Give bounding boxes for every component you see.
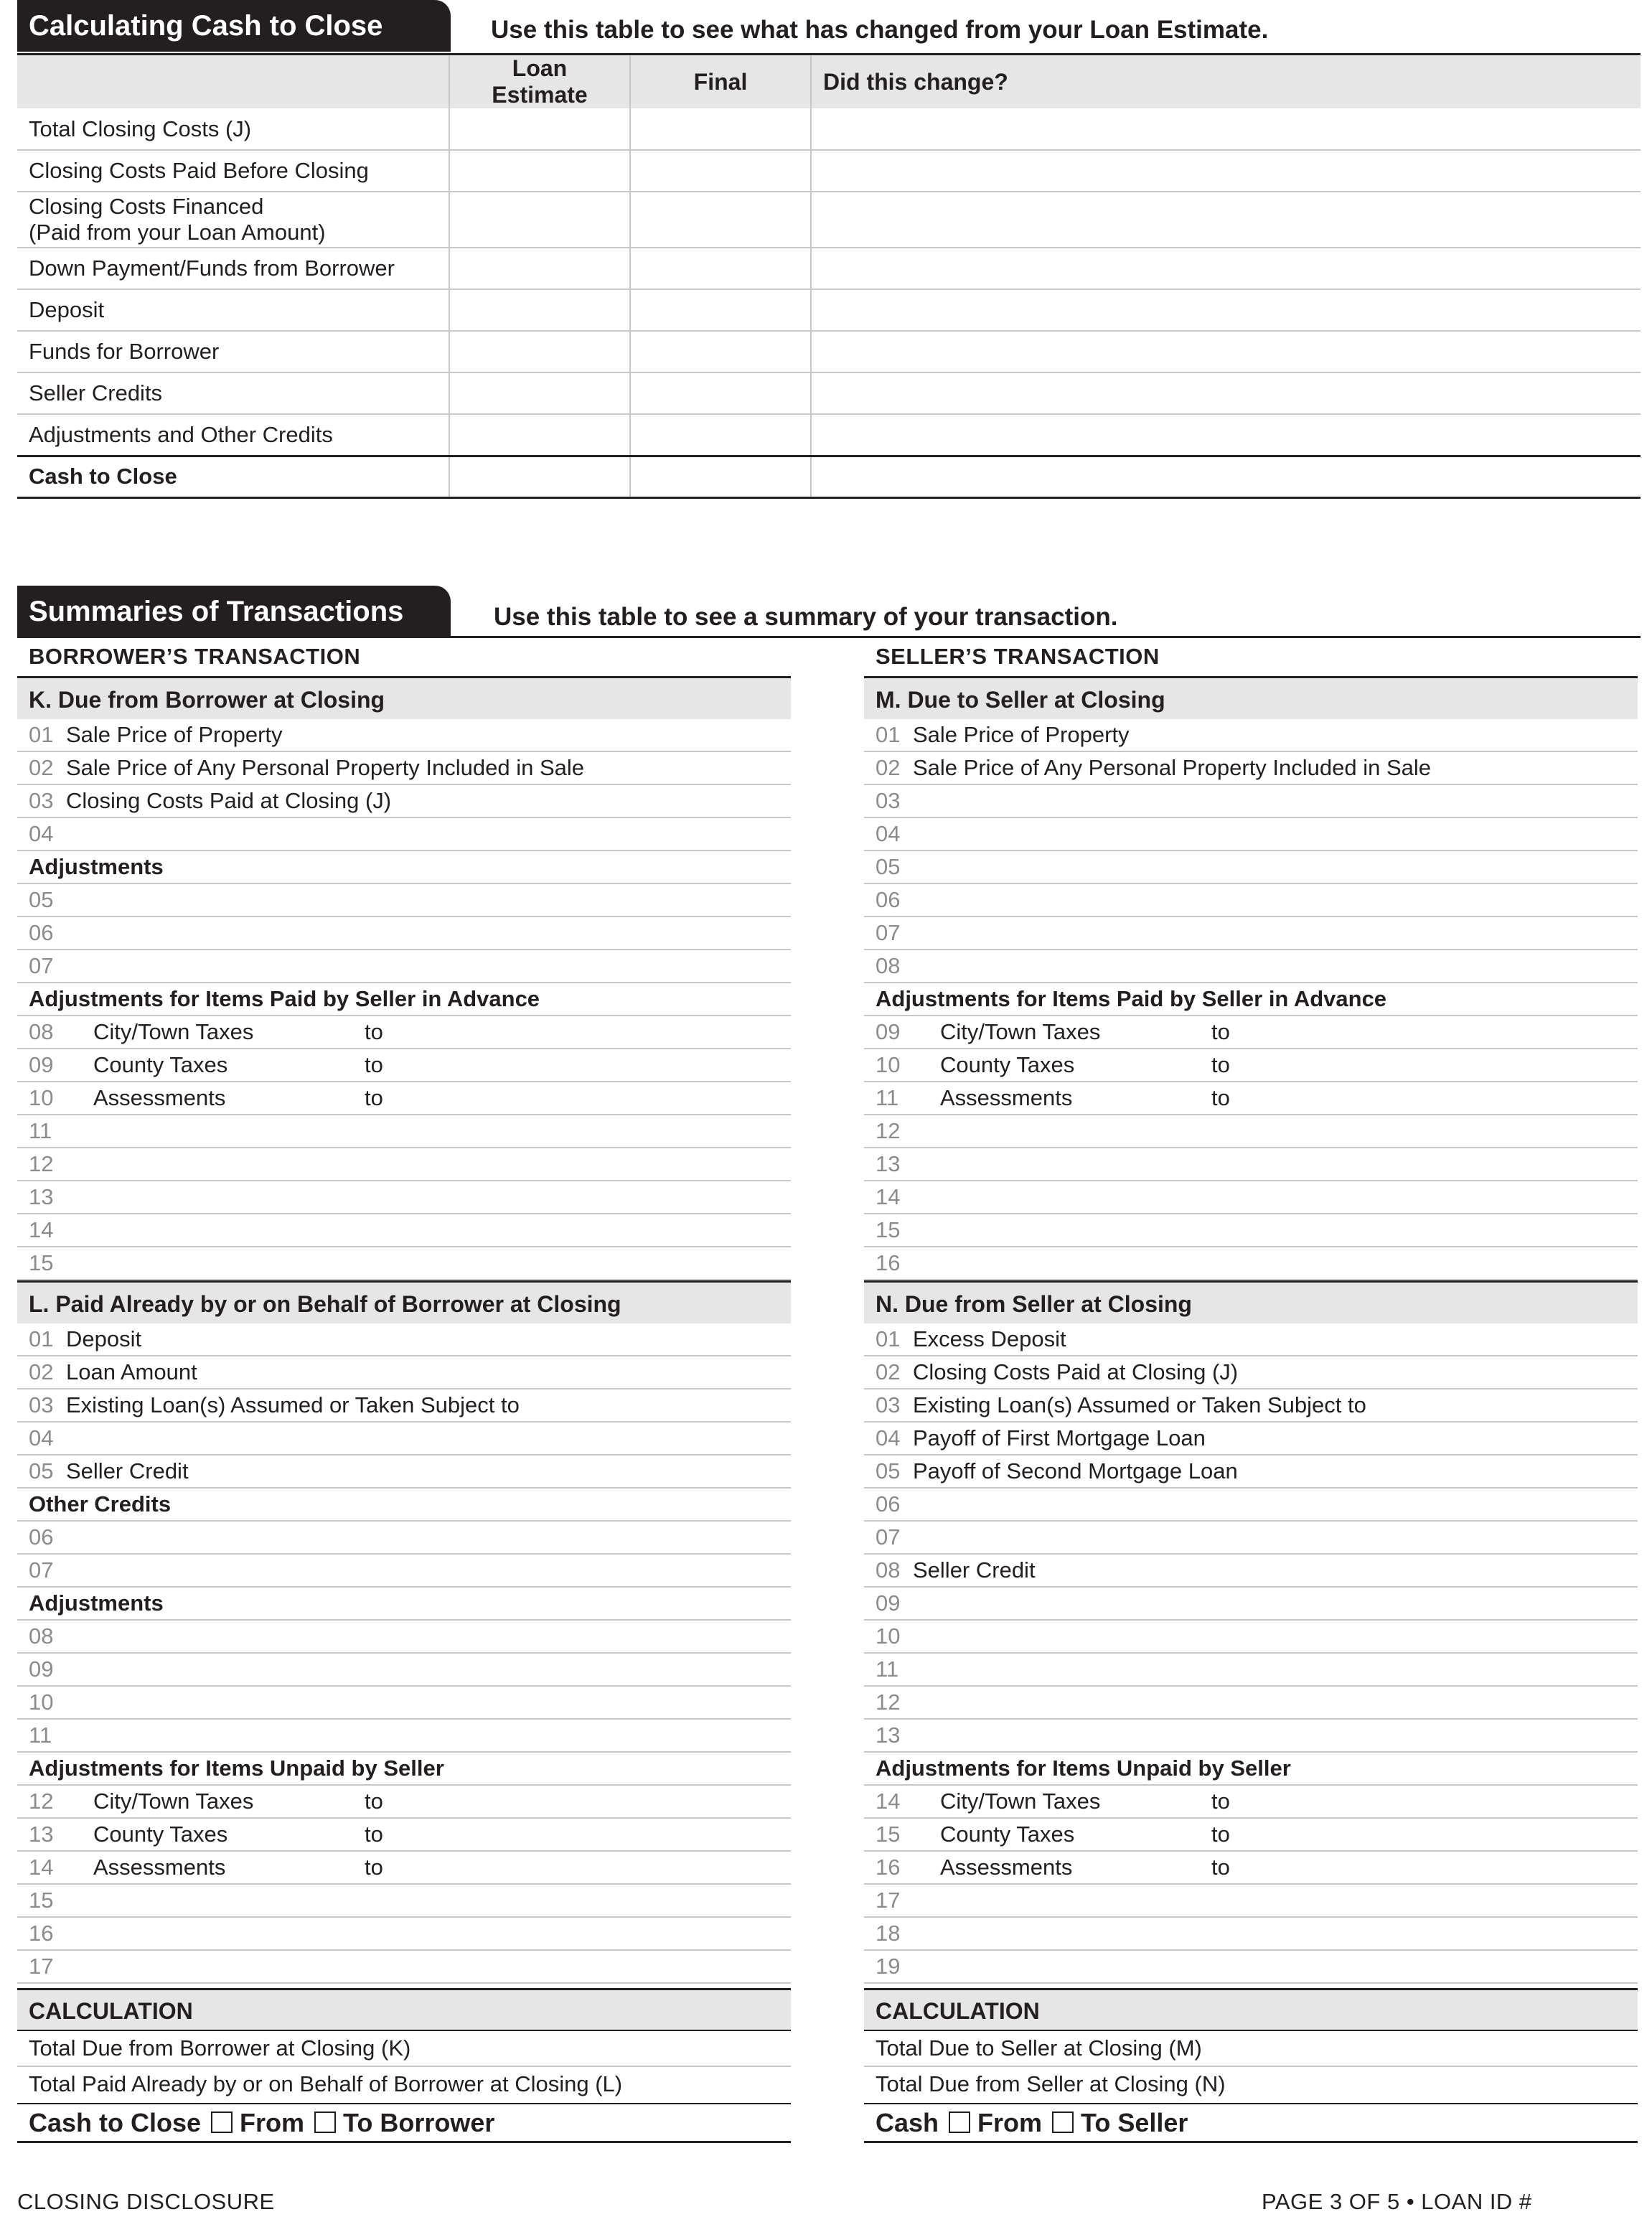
borrower-line-item — [17, 1852, 791, 1885]
cash-to-close-total-label: Cash to Close — [17, 456, 449, 497]
subheading-label: Adjustments — [29, 1590, 164, 1616]
row-label — [17, 289, 449, 331]
seller-line-item — [864, 1489, 1638, 1522]
seller-line-item — [864, 1621, 1638, 1654]
line-number: 18 — [876, 1921, 901, 1946]
borrower-cash-to-close — [17, 2103, 791, 2143]
line-number: 06 — [876, 887, 901, 912]
line-number: 04 — [876, 1425, 901, 1450]
date-range-to: to — [1211, 1052, 1230, 1077]
line-number: 03 — [29, 788, 54, 813]
cash-to-close-row — [17, 414, 1641, 456]
borrower-line-item — [17, 884, 791, 917]
change-cell — [811, 150, 1641, 192]
borrower-line-item — [17, 719, 791, 752]
seller-line-item — [864, 1422, 1638, 1456]
line-number: 13 — [29, 1184, 54, 1209]
seller-line-item — [864, 1323, 1638, 1356]
row-label — [17, 331, 449, 372]
line-label: Loan Amount — [66, 1359, 197, 1384]
change-cell — [811, 108, 1641, 150]
line-number: 02 — [29, 1359, 54, 1384]
footer-page-number: PAGE 3 OF 5 • LOAN ID # — [1262, 2189, 1532, 2214]
line-label: Assessments — [93, 1855, 226, 1880]
borrower-calc-line: Total Due from Borrower at Closing (K) — [17, 2031, 791, 2067]
seller-line-item — [864, 950, 1638, 983]
line-number: 08 — [29, 1623, 54, 1649]
line-number: 06 — [876, 1491, 901, 1517]
line-number: 07 — [29, 1557, 54, 1583]
cash-to-close-row — [17, 150, 1641, 192]
borrower-line-item — [17, 818, 791, 851]
seller-final-label: Cash — [876, 2108, 939, 2137]
line-number: 05 — [876, 854, 901, 879]
seller-calculation-heading: CALCULATION — [864, 1988, 1638, 2031]
seller-line-item — [864, 851, 1638, 884]
line-number: 14 — [876, 1789, 901, 1814]
line-number: 14 — [876, 1184, 901, 1209]
seller-subheading — [864, 983, 1638, 1016]
seller-calc-line: Total Due to Seller at Closing (M) — [864, 2031, 1638, 2067]
cash-to-close-total-row — [17, 456, 1641, 497]
loan-estimate-cell — [449, 372, 630, 414]
line-number: 03 — [29, 1392, 54, 1417]
row-label — [17, 248, 449, 289]
line-label: City/Town Taxes — [940, 1019, 1101, 1044]
seller-line-item — [864, 785, 1638, 818]
subheading-label: Adjustments for Items Paid by Seller in Advance — [876, 986, 1387, 1011]
line-number: 10 — [29, 1085, 54, 1110]
row-label — [17, 372, 449, 414]
cash-to-close-row — [17, 331, 1641, 372]
line-label: Existing Loan(s) Assumed or Taken Subject to — [913, 1392, 1366, 1417]
final-cell — [630, 192, 811, 248]
seller-cash-line — [864, 2103, 1638, 2143]
seller-line-item — [864, 1214, 1638, 1247]
total-change-cell — [811, 456, 1641, 497]
loan-estimate-cell — [449, 150, 630, 192]
borrower-line-item — [17, 1422, 791, 1456]
subheading-label: Adjustments for Items Unpaid by Seller — [29, 1756, 444, 1781]
header-final: Final — [630, 55, 811, 109]
line-number: 16 — [876, 1250, 901, 1275]
to-seller-label: To Seller — [1081, 2108, 1188, 2137]
subheading-label: Other Credits — [29, 1491, 172, 1517]
line-number: 01 — [29, 1326, 54, 1351]
row-label — [17, 150, 449, 192]
borrower-subheading — [17, 1588, 791, 1621]
borrower-line-item — [17, 1247, 791, 1280]
borrower-transaction — [17, 637, 791, 2143]
seller-line-item — [864, 1082, 1638, 1115]
summaries-tab — [17, 586, 451, 637]
row-label-line: Funds for Borrower — [29, 339, 220, 364]
seller-line-item — [864, 1654, 1638, 1687]
borrower-line-item — [17, 1148, 791, 1181]
row-label — [17, 414, 449, 456]
total-loan-estimate-cell — [449, 456, 630, 497]
line-number: 15 — [29, 1250, 54, 1275]
line-label: Payoff of First Mortgage Loan — [913, 1425, 1206, 1450]
summaries-description: Use this table to see a summary of your transaction. — [494, 603, 1118, 631]
date-range-to: to — [1211, 1019, 1230, 1044]
seller-line-item — [864, 1786, 1638, 1819]
seller-transaction-heading: SELLER’S TRANSACTION — [876, 644, 1160, 669]
borrower-section-heading: L. Paid Already by or on Behalf of Borrower at Closing — [17, 1280, 791, 1323]
line-number: 11 — [876, 1656, 899, 1682]
line-label: Payoff of Second Mortgage Loan — [913, 1458, 1238, 1484]
line-label: Seller Credit — [66, 1458, 189, 1484]
date-range-to: to — [1211, 1822, 1230, 1847]
line-number: 13 — [29, 1822, 54, 1847]
line-number: 05 — [29, 887, 54, 912]
to-seller-checkbox[interactable] — [1052, 2111, 1074, 2133]
line-number: 01 — [876, 722, 901, 747]
line-label: Sale Price of Property — [66, 722, 283, 747]
final-cell — [630, 108, 811, 150]
seller-line-item — [864, 1522, 1638, 1555]
line-number: 07 — [29, 953, 54, 978]
line-label: Existing Loan(s) Assumed or Taken Subject to — [66, 1392, 520, 1417]
row-label-line: (Paid from your Loan Amount) — [29, 220, 326, 245]
seller-line-item — [864, 1918, 1638, 1951]
seller-from-checkbox[interactable] — [949, 2111, 970, 2133]
cash-to-close-header-row — [17, 55, 1641, 109]
cash-to-close-row — [17, 108, 1641, 150]
seller-line-item — [864, 1555, 1638, 1588]
borrower-line-item — [17, 1214, 791, 1247]
cash-to-close-table — [17, 53, 1641, 499]
seller-line-item — [864, 1588, 1638, 1621]
line-label: Sale Price of Any Personal Property Included in Sale — [913, 755, 1432, 780]
final-cell — [630, 150, 811, 192]
line-label: Deposit — [66, 1326, 142, 1351]
final-cell — [630, 289, 811, 331]
borrower-line-item — [17, 1016, 791, 1049]
line-label: City/Town Taxes — [93, 1789, 254, 1814]
borrower-line-item — [17, 1720, 791, 1753]
date-range-to: to — [365, 1052, 383, 1077]
seller-line-item — [864, 752, 1638, 785]
line-number: 10 — [876, 1052, 901, 1077]
line-number: 14 — [29, 1855, 54, 1880]
borrower-line-item — [17, 1323, 791, 1356]
line-number: 07 — [876, 920, 901, 945]
from-checkbox[interactable] — [211, 2111, 233, 2133]
seller-from-label: From — [977, 2108, 1043, 2137]
row-label-line: Total Closing Costs (J) — [29, 116, 252, 141]
line-number: 17 — [29, 1954, 54, 1979]
line-number: 12 — [876, 1118, 901, 1143]
borrower-line-item — [17, 1654, 791, 1687]
borrower-subheading — [17, 983, 791, 1016]
seller-calc-line: Total Due from Seller at Closing (N) — [876, 2071, 1226, 2096]
borrower-line-item — [17, 1389, 791, 1422]
row-label-line: Deposit — [29, 297, 105, 322]
line-number: 03 — [876, 788, 901, 813]
line-label: City/Town Taxes — [940, 1789, 1101, 1814]
subheading-label: Adjustments — [29, 854, 164, 879]
line-number: 02 — [29, 755, 54, 780]
summaries-title: Summaries of Transactions — [29, 596, 404, 627]
borrower-subheading — [17, 851, 791, 884]
line-number: 08 — [876, 953, 901, 978]
line-label: Sale Price of Any Personal Property Included in Sale — [66, 755, 585, 780]
borrower-line-item — [17, 752, 791, 785]
date-range-to: to — [365, 1822, 383, 1847]
date-range-to: to — [365, 1789, 383, 1814]
line-number: 05 — [876, 1458, 901, 1484]
seller-line-item — [864, 1951, 1638, 1984]
to-borrower-checkbox[interactable] — [314, 2111, 336, 2133]
borrower-final-label: Cash to Close — [29, 2108, 202, 2137]
borrower-line-item — [17, 1885, 791, 1918]
borrower-line-item — [17, 950, 791, 983]
seller-section-heading: N. Due from Seller at Closing — [864, 1280, 1638, 1323]
line-number: 15 — [876, 1217, 901, 1242]
seller-transaction — [864, 637, 1638, 2143]
footer-form-title: CLOSING DISCLOSURE — [17, 2189, 275, 2214]
borrower-line-item — [17, 1522, 791, 1555]
line-label: City/Town Taxes — [93, 1019, 254, 1044]
change-cell — [811, 331, 1641, 372]
line-number: 16 — [876, 1855, 901, 1880]
change-cell — [811, 414, 1641, 456]
final-cell — [630, 414, 811, 456]
line-label: Assessments — [93, 1085, 226, 1110]
cash-to-close-tab — [17, 0, 451, 52]
loan-estimate-cell — [449, 248, 630, 289]
loan-estimate-cell — [449, 108, 630, 150]
date-range-to: to — [365, 1019, 383, 1044]
seller-line-item — [864, 818, 1638, 851]
line-number: 09 — [876, 1019, 901, 1044]
line-number: 04 — [29, 821, 54, 846]
change-cell — [811, 289, 1641, 331]
line-number: 15 — [876, 1822, 901, 1847]
cash-to-close-row — [17, 372, 1641, 414]
line-number: 04 — [29, 1425, 54, 1450]
row-label — [17, 192, 449, 248]
date-range-to: to — [1211, 1789, 1230, 1814]
row-label-line: Closing Costs Financed — [29, 194, 264, 219]
line-label: Closing Costs Paid at Closing (J) — [913, 1359, 1239, 1384]
line-label: County Taxes — [93, 1052, 228, 1077]
loan-estimate-cell — [449, 192, 630, 248]
loan-estimate-cell — [449, 331, 630, 372]
line-number: 01 — [29, 722, 54, 747]
borrower-line-item — [17, 1951, 791, 1984]
line-label: Closing Costs Paid at Closing (J) — [66, 788, 392, 813]
line-number: 09 — [876, 1590, 901, 1616]
subheading-label: Adjustments for Items Paid by Seller in Advance — [29, 986, 540, 1011]
cash-to-close-row — [17, 192, 1641, 248]
cash-to-close-row — [17, 289, 1641, 331]
change-cell — [811, 192, 1641, 248]
seller-line-item — [864, 1016, 1638, 1049]
line-number: 19 — [876, 1954, 901, 1979]
line-number: 14 — [29, 1217, 54, 1242]
line-number: 12 — [29, 1789, 54, 1814]
cash-to-close-row — [17, 248, 1641, 289]
loan-estimate-cell — [449, 289, 630, 331]
line-number: 12 — [876, 1689, 901, 1715]
seller-line-item — [864, 1148, 1638, 1181]
date-range-to: to — [365, 1085, 383, 1110]
seller-line-item — [864, 1181, 1638, 1214]
seller-line-item — [864, 1389, 1638, 1422]
loan-estimate-cell — [449, 414, 630, 456]
line-number: 08 — [29, 1019, 54, 1044]
line-number: 16 — [29, 1921, 54, 1946]
borrower-line-item — [17, 1049, 791, 1082]
total-final-cell — [630, 456, 811, 497]
line-number: 03 — [876, 1392, 901, 1417]
seller-section-heading: M. Due to Seller at Closing — [864, 676, 1638, 719]
line-number: 13 — [876, 1722, 901, 1748]
line-label: Sale Price of Property — [913, 722, 1130, 747]
borrower-subheading — [17, 1753, 791, 1786]
line-label: County Taxes — [940, 1822, 1075, 1847]
line-number: 04 — [876, 821, 901, 846]
from-label: From — [240, 2108, 305, 2137]
row-label — [17, 108, 449, 150]
cash-to-close-description: Use this table to see what has changed from your Loan Estimate. — [491, 16, 1269, 44]
date-range-to: to — [1211, 1855, 1230, 1880]
borrower-subheading — [17, 1489, 791, 1522]
line-number: 11 — [29, 1118, 52, 1143]
borrower-section-heading: K. Due from Borrower at Closing — [17, 676, 791, 719]
line-number: 02 — [876, 1359, 901, 1384]
final-cell — [630, 248, 811, 289]
borrower-calc-line: Total Paid Already by or on Behalf of Borrower at Closing (L) — [29, 2071, 623, 2096]
borrower-line-item — [17, 1082, 791, 1115]
borrower-line-item — [17, 1555, 791, 1588]
seller-line-item — [864, 1456, 1638, 1489]
header-loan-estimate: Loan Estimate — [449, 55, 630, 109]
borrower-line-item — [17, 1819, 791, 1852]
line-number: 02 — [876, 755, 901, 780]
seller-line-item — [864, 1247, 1638, 1280]
header-blank — [17, 55, 449, 109]
line-number: 13 — [876, 1151, 901, 1176]
row-label-line: Down Payment/Funds from Borrower — [29, 256, 395, 281]
cash-to-close-title: Calculating Cash to Close — [29, 10, 383, 42]
borrower-line-item — [17, 917, 791, 950]
seller-line-item — [864, 1852, 1638, 1885]
seller-line-item — [864, 1885, 1638, 1918]
seller-line-item — [864, 1687, 1638, 1720]
seller-line-item — [864, 1819, 1638, 1852]
borrower-calculation-heading: CALCULATION — [17, 1988, 791, 2031]
line-number: 06 — [29, 1524, 54, 1550]
line-number: 08 — [876, 1557, 901, 1583]
borrower-line-item — [17, 1687, 791, 1720]
line-label: Seller Credit — [913, 1557, 1036, 1583]
to-borrower-label: To Borrower — [343, 2108, 495, 2137]
date-range-to: to — [1211, 1085, 1230, 1110]
line-label: Assessments — [940, 1855, 1073, 1880]
line-number: 12 — [29, 1151, 54, 1176]
borrower-line-item — [17, 785, 791, 818]
seller-line-item — [864, 1720, 1638, 1753]
row-label-line: Adjustments and Other Credits — [29, 421, 333, 447]
final-cell — [630, 372, 811, 414]
seller-line-item — [864, 917, 1638, 950]
header-did-this-change: Did this change? — [811, 55, 1641, 109]
seller-line-item — [864, 719, 1638, 752]
row-label-line: Closing Costs Paid Before Closing — [29, 158, 369, 183]
borrower-line-item — [17, 1786, 791, 1819]
line-number: 17 — [876, 1888, 901, 1913]
line-number: 01 — [876, 1326, 901, 1351]
seller-line-item — [864, 1115, 1638, 1148]
borrower-transaction-heading: BORROWER’S TRANSACTION — [29, 644, 361, 669]
date-range-to: to — [365, 1855, 383, 1880]
borrower-line-item — [17, 1356, 791, 1389]
borrower-line-item — [17, 1621, 791, 1654]
borrower-line-item — [17, 1181, 791, 1214]
line-number: 11 — [876, 1085, 899, 1110]
seller-line-item — [864, 1049, 1638, 1082]
line-number: 05 — [29, 1458, 54, 1484]
line-label: County Taxes — [93, 1822, 228, 1847]
change-cell — [811, 248, 1641, 289]
seller-line-item — [864, 884, 1638, 917]
line-number: 11 — [29, 1722, 52, 1748]
seller-line-item — [864, 1356, 1638, 1389]
line-label: County Taxes — [940, 1052, 1075, 1077]
borrower-line-item — [17, 1115, 791, 1148]
line-number: 15 — [29, 1888, 54, 1913]
line-number: 09 — [29, 1052, 54, 1077]
final-cell — [630, 331, 811, 372]
subheading-label: Adjustments for Items Unpaid by Seller — [876, 1756, 1291, 1781]
line-number: 10 — [29, 1689, 54, 1715]
row-label-line: Seller Credits — [29, 380, 163, 406]
borrower-line-item — [17, 1918, 791, 1951]
line-label: Excess Deposit — [913, 1326, 1066, 1351]
seller-subheading — [864, 1753, 1638, 1786]
line-number: 06 — [29, 920, 54, 945]
line-label: Assessments — [940, 1085, 1073, 1110]
line-number: 07 — [876, 1524, 901, 1550]
line-number: 10 — [876, 1623, 901, 1649]
change-cell — [811, 372, 1641, 414]
borrower-line-item — [17, 1456, 791, 1489]
line-number: 09 — [29, 1656, 54, 1682]
